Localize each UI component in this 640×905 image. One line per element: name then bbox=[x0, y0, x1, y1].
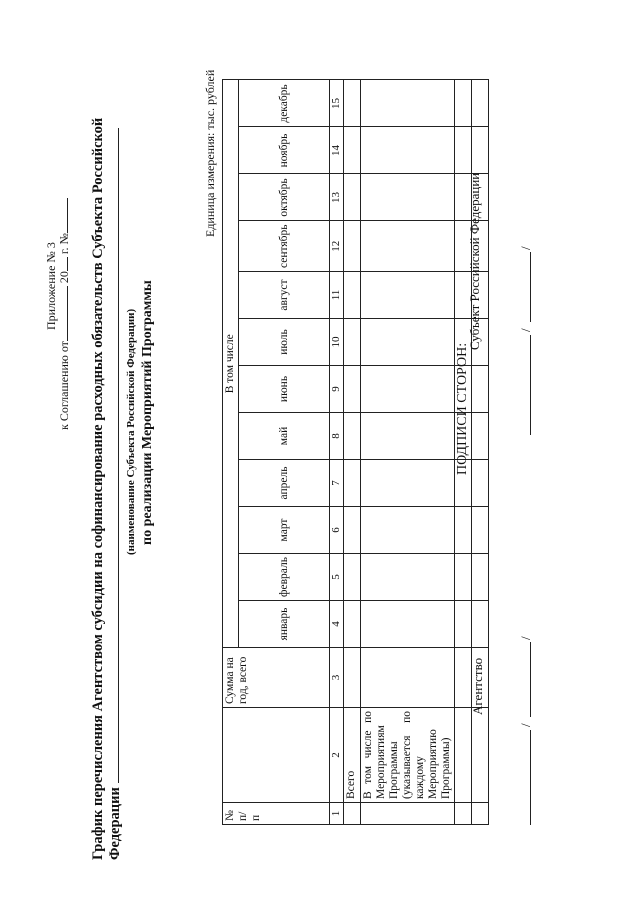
column-number: 5 bbox=[330, 554, 344, 601]
table-cell bbox=[361, 601, 455, 648]
document-title: График перечисления Агентством субсидии на софинансирование расходных обязательств Субъекта Российской bbox=[90, 117, 106, 860]
subject-name-line bbox=[530, 252, 531, 322]
month-august: август bbox=[239, 272, 330, 319]
table-cell bbox=[361, 221, 455, 272]
month-june: июнь bbox=[239, 366, 330, 413]
table-cell bbox=[344, 174, 361, 221]
table-cell bbox=[472, 413, 489, 460]
month-march: март bbox=[239, 507, 330, 554]
month-october: октябрь bbox=[239, 174, 330, 221]
column-number: 1 bbox=[330, 803, 344, 825]
table-cell bbox=[344, 460, 361, 507]
signature-separator: / bbox=[518, 723, 533, 727]
table-cell bbox=[344, 601, 361, 648]
month-april: апрель bbox=[239, 460, 330, 507]
signatures-title: ПОДПИСИ СТОРОН: bbox=[455, 342, 470, 475]
column-number: 3 bbox=[330, 648, 344, 708]
table-cell bbox=[455, 803, 472, 825]
agreement-reference bbox=[58, 198, 71, 430]
column-number-row bbox=[330, 80, 344, 825]
agreement-suffix: г. № bbox=[57, 233, 71, 255]
header-including: В том числе bbox=[223, 80, 239, 648]
table-cell bbox=[361, 366, 455, 413]
table-cell bbox=[344, 366, 361, 413]
agency-name-line bbox=[530, 642, 531, 717]
table-cell bbox=[472, 803, 489, 825]
month-november: ноябрь bbox=[239, 127, 330, 174]
table-cell bbox=[361, 413, 455, 460]
header-name bbox=[223, 708, 330, 803]
table-cell bbox=[361, 319, 455, 366]
row-label-measures: В том числе по Мероприятиям Программы (указывается по каждому Мероприятию Программы) bbox=[361, 708, 455, 803]
month-january: январь bbox=[239, 601, 330, 648]
column-number: 8 bbox=[330, 413, 344, 460]
column-number: 12 bbox=[330, 221, 344, 272]
column-number: 11 bbox=[330, 272, 344, 319]
subject-name-blank bbox=[118, 128, 119, 783]
document-title-continuation: Федерации bbox=[107, 787, 123, 860]
appendix-number: Приложение № 3 bbox=[44, 242, 58, 330]
column-number: 6 bbox=[330, 507, 344, 554]
table-cell bbox=[361, 127, 455, 174]
document-subtitle: по реализации Мероприятий Программы bbox=[140, 280, 155, 545]
column-number: 2 bbox=[330, 708, 344, 803]
column-number: 14 bbox=[330, 127, 344, 174]
column-number: 9 bbox=[330, 366, 344, 413]
table-cell bbox=[472, 80, 489, 127]
agency-signature-line bbox=[530, 730, 531, 825]
column-number: 4 bbox=[330, 601, 344, 648]
month-may: май bbox=[239, 413, 330, 460]
table-cell bbox=[472, 507, 489, 554]
table-cell bbox=[472, 460, 489, 507]
table-cell bbox=[361, 80, 455, 127]
table-cell bbox=[361, 554, 455, 601]
row-label-total: Всего bbox=[344, 708, 361, 803]
table-cell bbox=[361, 174, 455, 221]
table-cell bbox=[344, 221, 361, 272]
header-sum: Сумма на год, всего bbox=[223, 648, 330, 708]
signature-separator: / bbox=[518, 328, 533, 332]
table-row-total bbox=[344, 80, 361, 825]
table-cell bbox=[361, 460, 455, 507]
table-cell bbox=[344, 80, 361, 127]
document-title-line-2 bbox=[107, 128, 124, 860]
payment-schedule-table bbox=[222, 79, 489, 825]
agreement-year: 20 bbox=[57, 271, 71, 284]
table-cell bbox=[344, 554, 361, 601]
agency-label: Агентство bbox=[470, 657, 485, 715]
month-september: сентябрь bbox=[239, 221, 330, 272]
month-december: декабрь bbox=[239, 80, 330, 127]
table-cell bbox=[344, 319, 361, 366]
table-cell bbox=[472, 554, 489, 601]
table-cell bbox=[361, 507, 455, 554]
subject-name-caption: (наименование Субъекта Российской Федерации) bbox=[125, 308, 137, 555]
table-cell bbox=[361, 272, 455, 319]
table-cell bbox=[472, 366, 489, 413]
table-cell bbox=[361, 648, 455, 708]
table-cell bbox=[455, 507, 472, 554]
table-cell bbox=[344, 272, 361, 319]
table-cell bbox=[344, 507, 361, 554]
subject-signature-line bbox=[530, 335, 531, 435]
table-cell bbox=[455, 127, 472, 174]
table-cell bbox=[455, 80, 472, 127]
agreement-prefix: к Соглашению от bbox=[57, 341, 71, 430]
subject-label: Субъект Российской Федерации bbox=[467, 172, 482, 350]
column-number: 15 bbox=[330, 80, 344, 127]
table-cell bbox=[455, 601, 472, 648]
month-february: февраль bbox=[239, 554, 330, 601]
table-cell bbox=[361, 803, 455, 825]
table-cell bbox=[344, 413, 361, 460]
table-row-measures bbox=[361, 80, 455, 825]
table-cell bbox=[455, 708, 472, 803]
table-cell bbox=[344, 648, 361, 708]
column-number: 7 bbox=[330, 460, 344, 507]
header-number: № п/п bbox=[223, 803, 330, 825]
table-cell bbox=[344, 127, 361, 174]
signature-separator: / bbox=[518, 246, 533, 250]
table-cell bbox=[472, 708, 489, 803]
table-cell bbox=[472, 127, 489, 174]
table-cell bbox=[472, 601, 489, 648]
table-cell bbox=[455, 648, 472, 708]
table-header-row bbox=[223, 80, 239, 825]
column-number: 10 bbox=[330, 319, 344, 366]
unit-of-measure: Единица измерения: тыс. рублей bbox=[203, 69, 217, 237]
table-cell bbox=[344, 803, 361, 825]
month-july: июль bbox=[239, 319, 330, 366]
signature-separator: / bbox=[518, 636, 533, 640]
table-cell bbox=[455, 554, 472, 601]
column-number: 13 bbox=[330, 174, 344, 221]
